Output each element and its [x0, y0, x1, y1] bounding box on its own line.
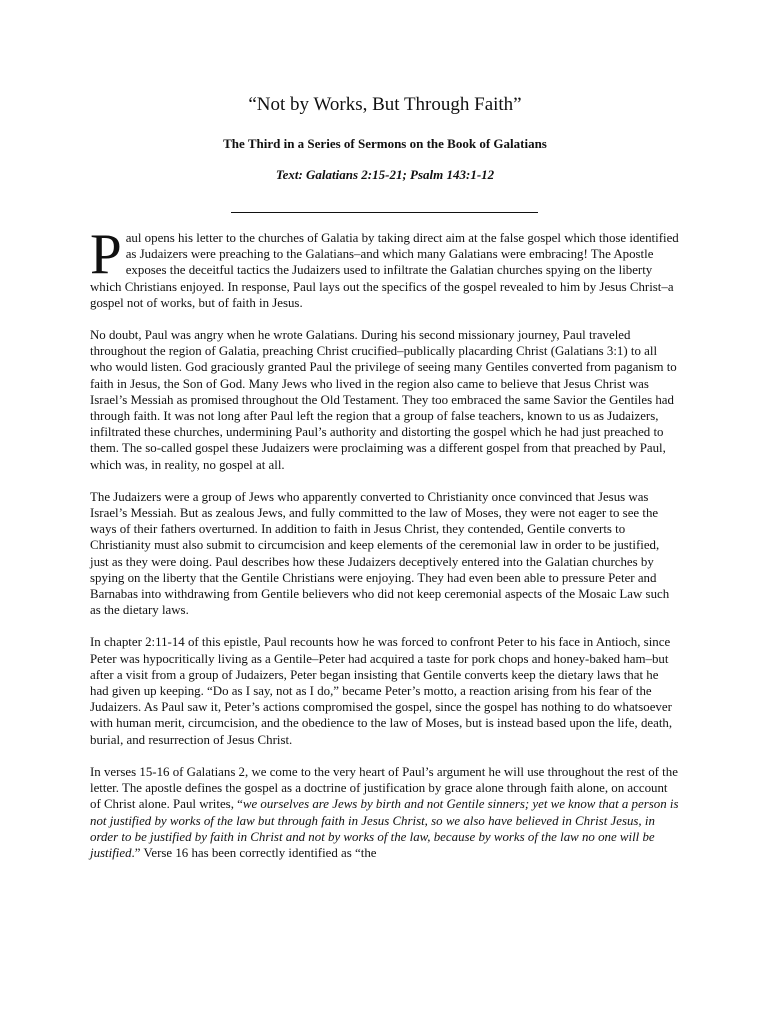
- drop-cap: P: [90, 223, 122, 286]
- paragraph-5: [90, 764, 680, 861]
- paragraph-1: [90, 223, 680, 311]
- paragraph-2: No doubt, Paul was angry when he wrote Galatians. During his second missionary journey, Paul traveled throughout the region of Galatia, preaching Christ crucified–publically placarding Christ (Galatians 3:1) to all who would listen. God graciously granted Paul the privilege of seeing many Gentiles converted from paganism to faith in Jesus, the Son of God. Many Jews who lived in the region also came to believe that Jesus Christ was Israel’s Messiah as promised throughout the Old Testament. They too embraced the same Savior the Gentiles had through faith. It was not long after Paul left the region that a group of false teachers, known to us as Judaizers, infiltrated these churches, undermining Paul’s authority and distorting the gospel which he had just preached to them. The so-called gospel these Judaizers were proclaiming was a different gospel from that preached by Paul, which was, in reality, no gospel at all.: [90, 328, 677, 472]
- paragraph-1-text: aul opens his letter to the churches of Galatia by taking direct aim at the false gospel which those identified as Judaizers were preaching to the Galatians–and which many Galatians were embracing! The Apostle exposes the deceitful tactics the Judaizers used to infiltrate the Galatian churches spying on the liberty which Christians enjoyed. In response, Paul lays out the specifics of the gospel revealed to him by Jesus Christ–a gospel not of works, but of faith in Jesus.: [90, 231, 679, 310]
- paragraph-5-intro: In verses 15-16 of Galatians 2, we come to the very heart of Paul’s argument he will use throughout the rest of the letter. The apostle defines the gospel as a doctrine of justification by grace alone through faith alone, on account of Christ alone. Paul writes, “: [90, 764, 678, 812]
- sermon-title: “Not by Works, But Through Faith”: [248, 94, 522, 115]
- paragraph-3: The Judaizers were a group of Jews who apparently converted to Christianity once convinced that Jesus was Israel’s Messiah. But as zealous Jews, and fully committed to the law of Moses, they were not eager to see the ways of their fathers overturned. In addition to faith in Jesus Christ, they contended, Gentile converts to Christianity must also submit to circumcision and keep elements of the ceremonial law in order to be justified, just as they were doing. Paul describes how these Judaizers deceptively entered into the Galatian churches by spying on the liberty that the Gentile Christians were enjoying. They had even been able to pressure Peter and Barnabas into withdrawing from Gentile believers who did not keep ceremonial aspects of the Mosaic Law such as the dietary laws.: [90, 489, 670, 618]
- sermon-body: [90, 223, 680, 877]
- series-subtitle: The Third in a Series of Sermons on the Book of Galatians: [223, 136, 547, 151]
- paragraph-5-continuation: .” Verse 16 has been correctly identified as “the: [131, 845, 377, 860]
- header-divider: [231, 212, 538, 213]
- scripture-quote: we ourselves are Jews by birth and not Gentile sinners; yet we know that a person is not justified by works of the law but through faith in Jesus Christ, so we also have believed in Christ Jesus, in order to be justified by faith in Christ and not by works of the law, because by works of the law no one will be justified: [90, 797, 679, 860]
- scripture-reference: Text: Galatians 2:15-21; Psalm 143:1-12: [275, 167, 495, 182]
- paragraph-4: In chapter 2:11-14 of this epistle, Paul recounts how he was forced to confront Peter to his face in Antioch, since Peter was hypocritically living as a Gentile–Peter had acquired a taste for pork chops and honey-baked ham–but after a visit from a group of Judaizers, Peter began insisting that Gentile converts keep the dietary laws that he had given up keeping. “Do as I say, not as I do,” became Peter’s motto, a reaction arising from his fear of the Judaizers. As Paul saw it, Peter’s actions compromised the gospel, since the gospel has nothing to do whatsoever with human merit, circumcision, and the obedience to the law of Moses, but is instead based upon the life, death, burial, and resurrection of Jesus Christ.: [90, 635, 673, 747]
